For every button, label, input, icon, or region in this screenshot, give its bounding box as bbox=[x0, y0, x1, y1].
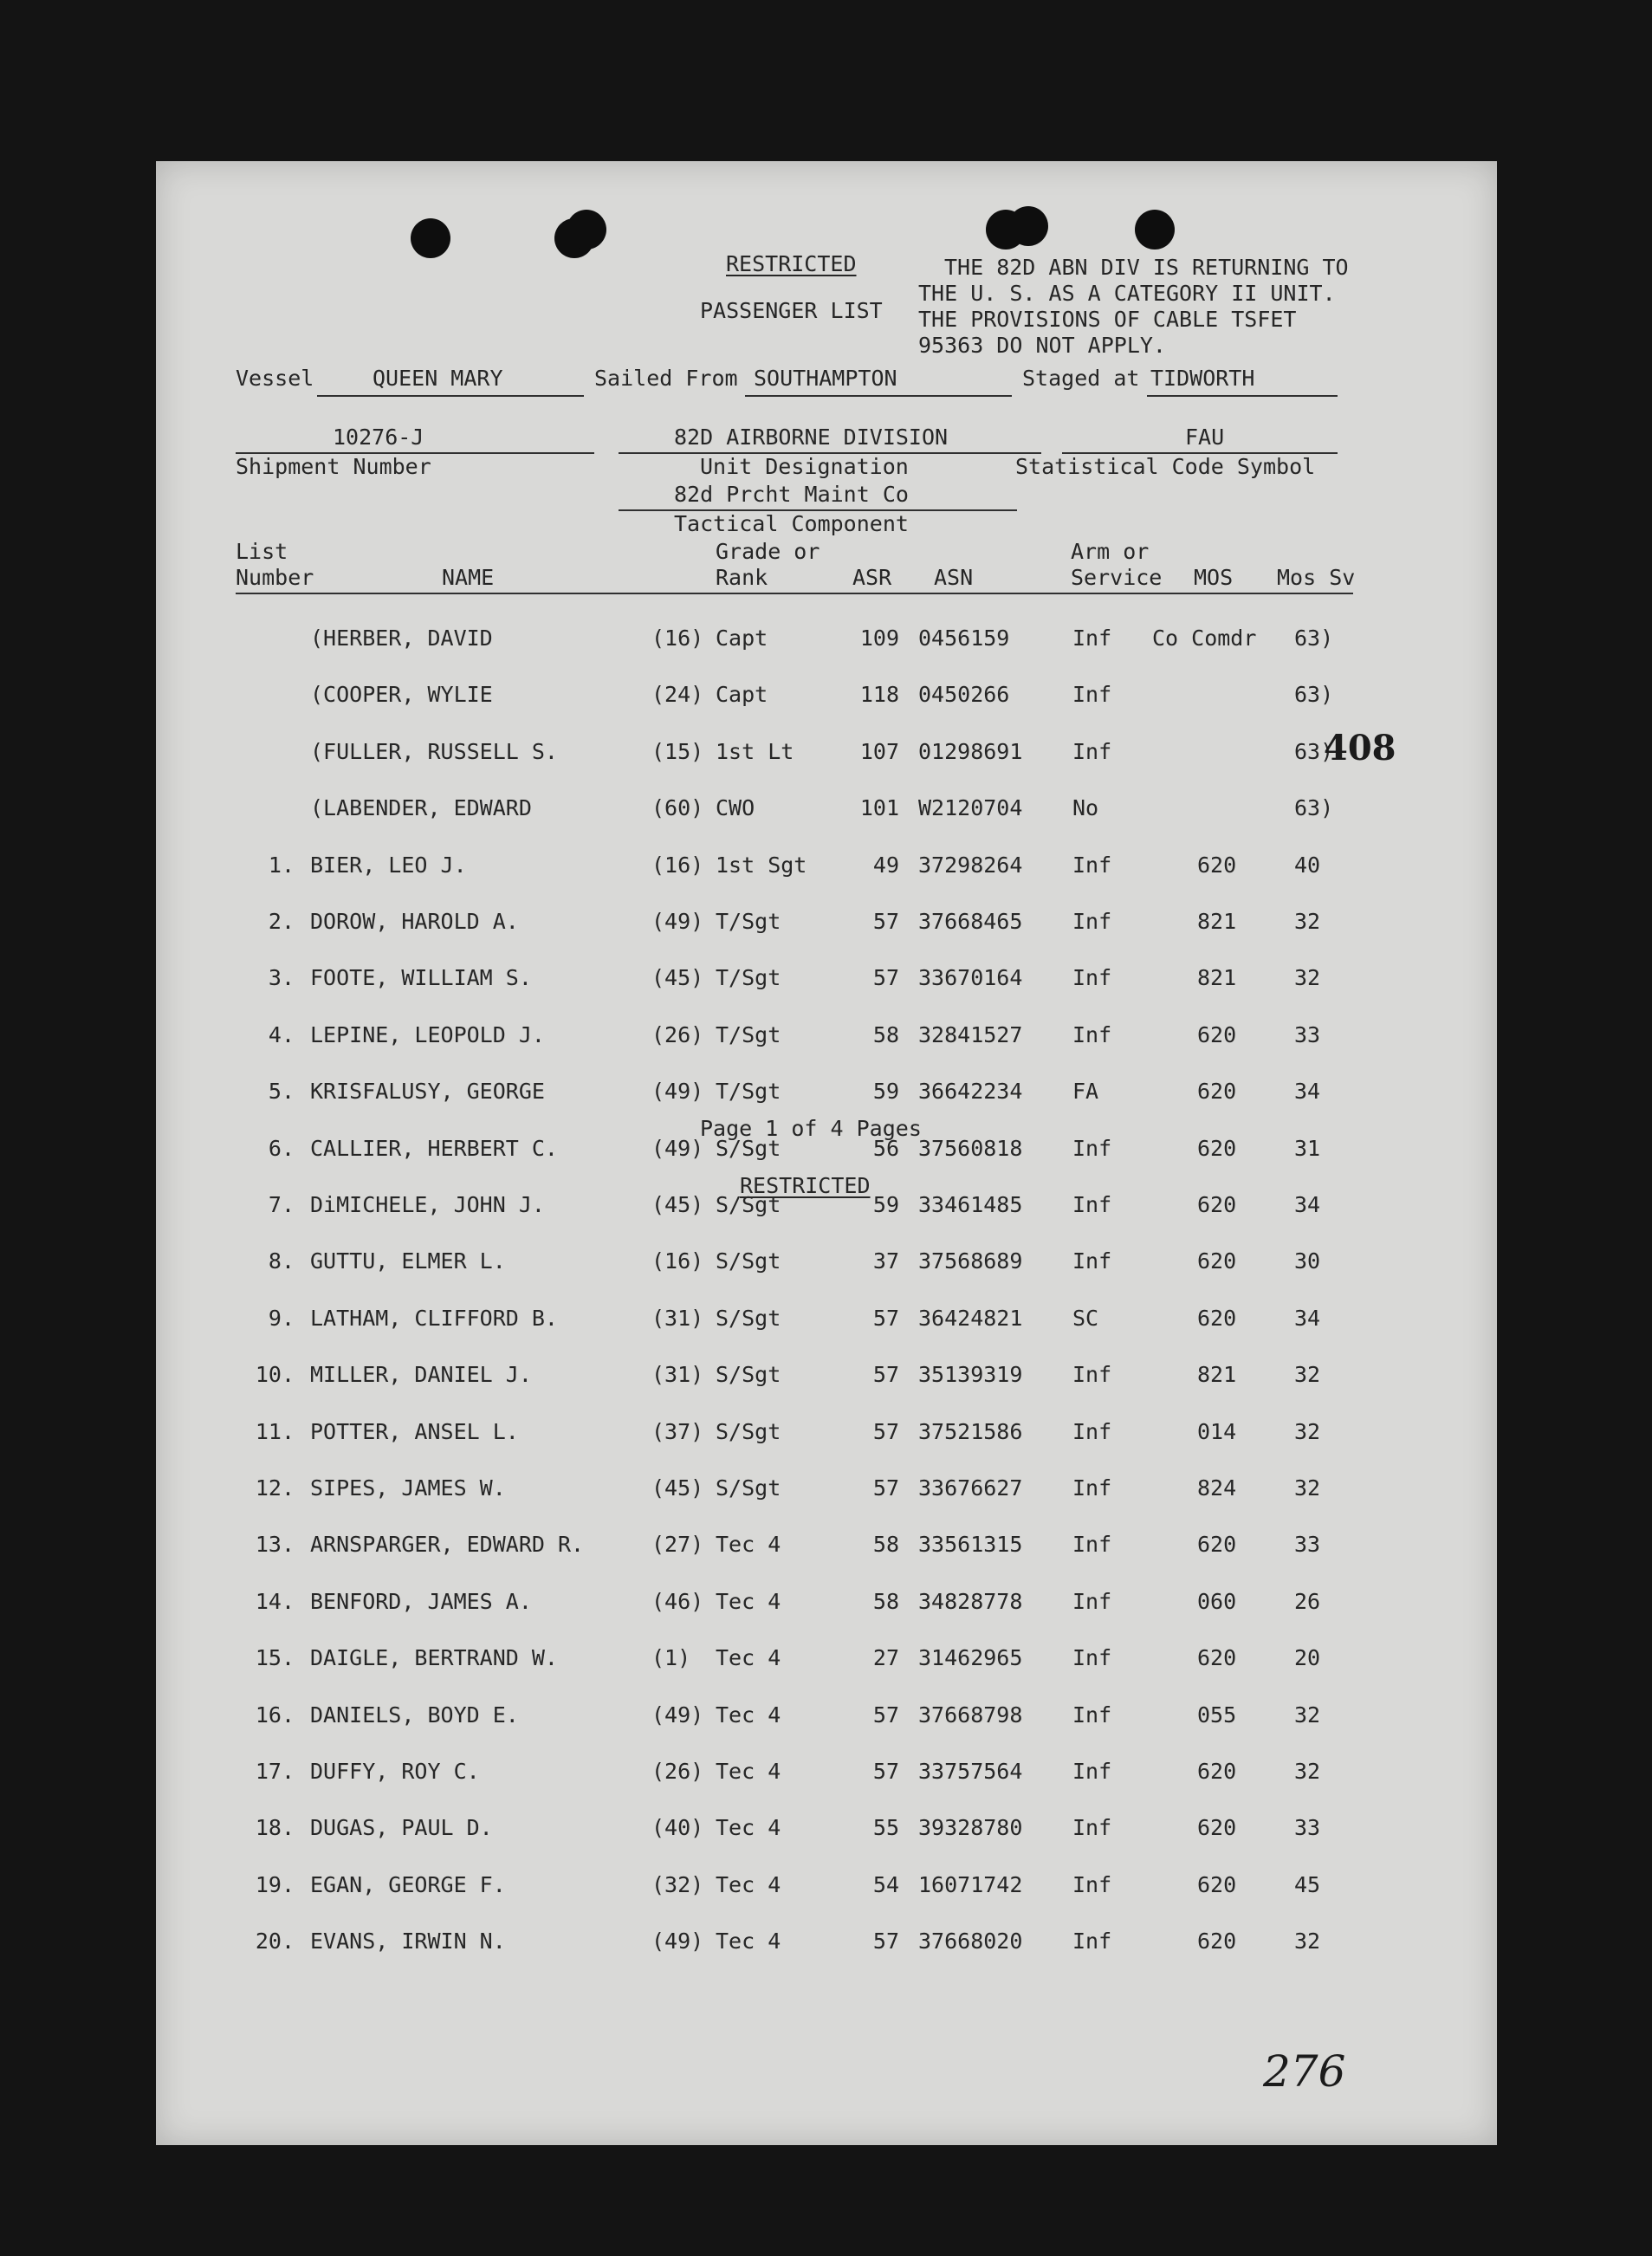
row-arm: Inf bbox=[1072, 1192, 1112, 1217]
vessel-value: QUEEN MARY bbox=[373, 366, 503, 391]
row-asn: 36642234 bbox=[918, 1079, 1023, 1105]
row-arm: Inf bbox=[1072, 909, 1112, 934]
row-list-number: 17. bbox=[255, 1759, 295, 1784]
row-age: (31) bbox=[651, 1305, 704, 1331]
row-age: (16) bbox=[651, 626, 704, 651]
row-list-number: 20. bbox=[255, 1929, 295, 1955]
row-asn: 37568689 bbox=[918, 1248, 1023, 1274]
row-list-number: 13. bbox=[255, 1532, 295, 1558]
unit-label: Unit Designation bbox=[700, 454, 909, 479]
row-age: (45) bbox=[651, 965, 704, 991]
row-arm: Inf bbox=[1072, 1135, 1112, 1161]
row-mos: 620 bbox=[1197, 1192, 1237, 1217]
row-asn: 39328780 bbox=[918, 1815, 1023, 1841]
row-asr: 57 bbox=[872, 1475, 899, 1501]
row-age: (24) bbox=[651, 682, 704, 708]
row-age: (60) bbox=[651, 795, 704, 821]
row-asr: 57 bbox=[872, 1929, 899, 1955]
col-list-number-1: List bbox=[236, 539, 288, 564]
row-mos-sv: 63) bbox=[1294, 682, 1334, 708]
row-mos-sv: 20 bbox=[1294, 1645, 1321, 1671]
col-mos: MOS bbox=[1194, 565, 1234, 590]
row-asr: 57 bbox=[872, 1305, 899, 1331]
row-asr: 101 bbox=[859, 795, 899, 821]
tactical-component: 82d Prcht Maint Co bbox=[674, 482, 909, 507]
row-mos: 620 bbox=[1197, 1079, 1237, 1105]
row-list-number: 14. bbox=[255, 1588, 295, 1614]
row-asr: 58 bbox=[872, 1532, 899, 1558]
row-grade: Tec 4 bbox=[716, 1645, 781, 1671]
row-age: (16) bbox=[651, 852, 704, 878]
passenger-list-title: PASSENGER LIST bbox=[700, 298, 883, 323]
punch-hole bbox=[1008, 206, 1048, 246]
row-grade: Tec 4 bbox=[716, 1815, 781, 1841]
row-arm: Inf bbox=[1072, 626, 1112, 651]
row-asn: 33757564 bbox=[918, 1759, 1023, 1784]
row-name: LATHAM, CLIFFORD B. bbox=[310, 1305, 558, 1331]
row-name: (LABENDER, EDWARD bbox=[310, 795, 532, 821]
row-grade: T/Sgt bbox=[716, 909, 781, 934]
row-grade: S/Sgt bbox=[716, 1362, 781, 1388]
row-list-number: 11. bbox=[255, 1418, 295, 1444]
row-arm: Inf bbox=[1072, 1815, 1112, 1841]
row-mos-sv: 26 bbox=[1294, 1588, 1321, 1614]
row-list-number: 9. bbox=[268, 1305, 295, 1331]
row-name: (COOPER, WYLIE bbox=[310, 682, 493, 708]
row-mos: 620 bbox=[1197, 1305, 1237, 1331]
row-grade: Capt bbox=[716, 682, 768, 708]
row-age: (46) bbox=[651, 1588, 704, 1614]
row-asn: 35139319 bbox=[918, 1362, 1023, 1388]
row-name: (FULLER, RUSSELL S. bbox=[310, 738, 558, 764]
restricted-footer: RESTRICTED bbox=[740, 1173, 871, 1198]
stat-label: Statistical Code Symbol bbox=[1015, 454, 1316, 479]
row-name: SIPES, JAMES W. bbox=[310, 1475, 506, 1501]
punch-hole bbox=[411, 218, 450, 258]
row-name: KRISFALUSY, GEORGE bbox=[310, 1079, 545, 1105]
row-arm: Inf bbox=[1072, 1418, 1112, 1444]
col-grade-1: Grade or bbox=[716, 539, 820, 564]
row-arm: Inf bbox=[1072, 852, 1112, 878]
shipment-number: 10276-J bbox=[333, 425, 424, 450]
row-arm: Inf bbox=[1072, 1532, 1112, 1558]
row-asn: 36424821 bbox=[918, 1305, 1023, 1331]
row-list-number: 16. bbox=[255, 1702, 295, 1728]
row-mos-sv: 33 bbox=[1294, 1532, 1321, 1558]
row-mos-sv: 30 bbox=[1294, 1248, 1321, 1274]
row-arm: Inf bbox=[1072, 1871, 1112, 1897]
row-asn: 37668465 bbox=[918, 909, 1023, 934]
row-asr: 37 bbox=[872, 1248, 899, 1274]
row-asn: 37560818 bbox=[918, 1135, 1023, 1161]
row-name: POTTER, ANSEL L. bbox=[310, 1418, 519, 1444]
row-asn: 37521586 bbox=[918, 1418, 1023, 1444]
row-asn: 33676627 bbox=[918, 1475, 1023, 1501]
row-grade: T/Sgt bbox=[716, 965, 781, 991]
row-name: GUTTU, ELMER L. bbox=[310, 1248, 506, 1274]
row-asr: 57 bbox=[872, 1759, 899, 1784]
row-asr: 59 bbox=[872, 1192, 899, 1217]
row-grade: S/Sgt bbox=[716, 1475, 781, 1501]
return-note-line-4: 95363 DO NOT APPLY. bbox=[918, 333, 1166, 358]
row-asr: 57 bbox=[872, 1362, 899, 1388]
return-note-line-2: THE U. S. AS A CATEGORY II UNIT. bbox=[918, 281, 1336, 306]
sailed-underline bbox=[745, 395, 1012, 397]
row-mos-sv: 63) bbox=[1294, 626, 1334, 651]
row-mos: 620 bbox=[1197, 1532, 1237, 1558]
row-name: BENFORD, JAMES A. bbox=[310, 1588, 532, 1614]
row-arm: Inf bbox=[1072, 1021, 1112, 1047]
row-age: (49) bbox=[651, 909, 704, 934]
row-mos-sv: 34 bbox=[1294, 1192, 1321, 1217]
row-mos: 014 bbox=[1197, 1418, 1237, 1444]
row-list-number: 6. bbox=[268, 1135, 295, 1161]
row-grade: Tec 4 bbox=[716, 1588, 781, 1614]
row-asn: 16071742 bbox=[918, 1871, 1023, 1897]
row-arm: SC bbox=[1072, 1305, 1099, 1331]
row-age: (26) bbox=[651, 1759, 704, 1784]
row-grade: Tec 4 bbox=[716, 1702, 781, 1728]
row-name: DiMICHELE, JOHN J. bbox=[310, 1192, 545, 1217]
row-age: (26) bbox=[651, 1021, 704, 1047]
row-asr: 58 bbox=[872, 1021, 899, 1047]
row-grade: 1st Sgt bbox=[716, 852, 807, 878]
shipment-label: Shipment Number bbox=[236, 454, 431, 479]
row-age: (49) bbox=[651, 1702, 704, 1728]
row-list-number: 15. bbox=[255, 1645, 295, 1671]
row-age: (27) bbox=[651, 1532, 704, 1558]
row-asn: 0450266 bbox=[918, 682, 1010, 708]
row-asr: 109 bbox=[859, 626, 899, 651]
row-arm: Inf bbox=[1072, 738, 1112, 764]
vessel-underline bbox=[317, 395, 584, 397]
return-note-line-1: THE 82D ABN DIV IS RETURNING TO bbox=[944, 255, 1349, 280]
row-list-number: 1. bbox=[268, 852, 295, 878]
row-grade: Capt bbox=[716, 626, 768, 651]
row-grade: Tec 4 bbox=[716, 1532, 781, 1558]
row-asr: 57 bbox=[872, 909, 899, 934]
page-info: Page 1 of 4 Pages bbox=[700, 1116, 922, 1141]
row-asr: 58 bbox=[872, 1588, 899, 1614]
row-name: DAIGLE, BERTRAND W. bbox=[310, 1645, 558, 1671]
row-asn: 32841527 bbox=[918, 1021, 1023, 1047]
col-arm-2: Service bbox=[1071, 565, 1163, 590]
row-name: FOOTE, WILLIAM S. bbox=[310, 965, 532, 991]
punch-hole bbox=[567, 210, 606, 250]
row-mos: 824 bbox=[1197, 1475, 1237, 1501]
row-mos: 055 bbox=[1197, 1702, 1237, 1728]
row-mos-sv: 31 bbox=[1294, 1135, 1321, 1161]
row-asn: 37668020 bbox=[918, 1929, 1023, 1955]
row-asr: 56 bbox=[872, 1135, 899, 1161]
row-name: CALLIER, HERBERT C. bbox=[310, 1135, 558, 1161]
row-mos-sv: 32 bbox=[1294, 1702, 1321, 1728]
row-mos-sv: 45 bbox=[1294, 1871, 1321, 1897]
row-mos-sv: 32 bbox=[1294, 1475, 1321, 1501]
row-mos-sv: 32 bbox=[1294, 1418, 1321, 1444]
row-age: (1) bbox=[651, 1645, 691, 1671]
row-mos: Co Comdr bbox=[1152, 626, 1257, 651]
col-grade-2: Rank bbox=[716, 565, 768, 590]
tactical-label: Tactical Component bbox=[674, 511, 909, 536]
unit-designation: 82D AIRBORNE DIVISION bbox=[674, 425, 949, 450]
row-mos-sv: 32 bbox=[1294, 1929, 1321, 1955]
row-arm: Inf bbox=[1072, 1759, 1112, 1784]
col-name: NAME bbox=[442, 565, 495, 590]
row-name: DUFFY, ROY C. bbox=[310, 1759, 480, 1784]
row-mos-sv: 34 bbox=[1294, 1305, 1321, 1331]
row-age: (49) bbox=[651, 1135, 704, 1161]
row-mos: 620 bbox=[1197, 1815, 1237, 1841]
row-mos: 620 bbox=[1197, 1021, 1237, 1047]
row-name: BIER, LEO J. bbox=[310, 852, 467, 878]
row-age: (37) bbox=[651, 1418, 704, 1444]
row-asn: 33461485 bbox=[918, 1192, 1023, 1217]
row-arm: Inf bbox=[1072, 1645, 1112, 1671]
row-grade: S/Sgt bbox=[716, 1192, 781, 1217]
staged-label: Staged at bbox=[1022, 366, 1140, 391]
row-mos-sv: 32 bbox=[1294, 909, 1321, 934]
row-grade: S/Sgt bbox=[716, 1135, 781, 1161]
row-grade: Tec 4 bbox=[716, 1929, 781, 1955]
row-list-number: 12. bbox=[255, 1475, 295, 1501]
col-asn: ASN bbox=[934, 565, 974, 590]
row-arm: Inf bbox=[1072, 965, 1112, 991]
row-arm: FA bbox=[1072, 1079, 1099, 1105]
row-name: (HERBER, DAVID bbox=[310, 626, 493, 651]
row-arm: Inf bbox=[1072, 1248, 1112, 1274]
row-asr: 57 bbox=[872, 965, 899, 991]
row-grade: CWO bbox=[716, 795, 755, 821]
row-age: (49) bbox=[651, 1929, 704, 1955]
row-mos: 620 bbox=[1197, 1135, 1237, 1161]
row-mos: 060 bbox=[1197, 1588, 1237, 1614]
row-arm: Inf bbox=[1072, 1588, 1112, 1614]
row-mos: 620 bbox=[1197, 1929, 1237, 1955]
row-asn: 33561315 bbox=[918, 1532, 1023, 1558]
row-mos: 620 bbox=[1197, 1645, 1237, 1671]
staged-underline bbox=[1147, 395, 1338, 397]
row-list-number: 19. bbox=[255, 1871, 295, 1897]
row-list-number: 10. bbox=[255, 1362, 295, 1388]
row-mos-sv: 32 bbox=[1294, 1362, 1321, 1388]
row-age: (45) bbox=[651, 1475, 704, 1501]
row-asn: 37668798 bbox=[918, 1702, 1023, 1728]
row-mos: 821 bbox=[1197, 1362, 1237, 1388]
row-list-number: 2. bbox=[268, 909, 295, 934]
row-grade: S/Sgt bbox=[716, 1418, 781, 1444]
row-list-number: 7. bbox=[268, 1192, 295, 1217]
row-arm: Inf bbox=[1072, 1702, 1112, 1728]
row-mos: 620 bbox=[1197, 852, 1237, 878]
row-name: EVANS, IRWIN N. bbox=[310, 1929, 506, 1955]
row-age: (32) bbox=[651, 1871, 704, 1897]
row-mos-sv: 33 bbox=[1294, 1021, 1321, 1047]
row-list-number: 3. bbox=[268, 965, 295, 991]
row-arm: No bbox=[1072, 795, 1099, 821]
row-asn: W2120704 bbox=[918, 795, 1023, 821]
sailed-label: Sailed From bbox=[594, 366, 738, 391]
row-asr: 59 bbox=[872, 1079, 899, 1105]
row-mos: 620 bbox=[1197, 1759, 1237, 1784]
row-asn: 01298691 bbox=[918, 738, 1023, 764]
row-asr: 27 bbox=[872, 1645, 899, 1671]
row-grade: Tec 4 bbox=[716, 1759, 781, 1784]
col-mos-sv: Mos Sv bbox=[1277, 565, 1356, 590]
row-asr: 57 bbox=[872, 1702, 899, 1728]
vessel-label: Vessel bbox=[236, 366, 314, 391]
sailed-value: SOUTHAMPTON bbox=[754, 366, 897, 391]
stat-code: FAU bbox=[1185, 425, 1225, 450]
document-page bbox=[156, 161, 1497, 2145]
row-asr: 107 bbox=[859, 738, 899, 764]
row-mos-sv: 33 bbox=[1294, 1815, 1321, 1841]
row-asn: 33670164 bbox=[918, 965, 1023, 991]
row-list-number: 4. bbox=[268, 1021, 295, 1047]
row-age: (40) bbox=[651, 1815, 704, 1841]
row-name: LEPINE, LEOPOLD J. bbox=[310, 1021, 545, 1047]
row-mos: 620 bbox=[1197, 1248, 1237, 1274]
row-asr: 55 bbox=[872, 1815, 899, 1841]
row-asn: 0456159 bbox=[918, 626, 1010, 651]
row-asn: 31462965 bbox=[918, 1645, 1023, 1671]
row-mos-sv: 32 bbox=[1294, 1759, 1321, 1784]
row-name: DUGAS, PAUL D. bbox=[310, 1815, 493, 1841]
row-mos-sv: 63) bbox=[1294, 795, 1334, 821]
row-list-number: 5. bbox=[268, 1079, 295, 1105]
row-grade: Tec 4 bbox=[716, 1871, 781, 1897]
row-mos: 821 bbox=[1197, 965, 1237, 991]
row-age: (31) bbox=[651, 1362, 704, 1388]
row-grade: 1st Lt bbox=[716, 738, 794, 764]
row-mos-sv: 34 bbox=[1294, 1079, 1321, 1105]
punch-hole bbox=[1135, 210, 1175, 250]
row-list-number: 18. bbox=[255, 1815, 295, 1841]
row-asn: 34828778 bbox=[918, 1588, 1023, 1614]
row-mos-sv: 63) bbox=[1294, 738, 1334, 764]
row-name: EGAN, GEORGE F. bbox=[310, 1871, 506, 1897]
row-arm: Inf bbox=[1072, 682, 1112, 708]
row-age: (15) bbox=[651, 738, 704, 764]
row-asr: 118 bbox=[859, 682, 899, 708]
row-grade: T/Sgt bbox=[716, 1079, 781, 1105]
row-asr: 54 bbox=[872, 1871, 899, 1897]
handwritten-stamp-number: 408 bbox=[1324, 728, 1396, 768]
row-mos: 821 bbox=[1197, 909, 1237, 934]
row-name: ARNSPARGER, EDWARD R. bbox=[310, 1532, 585, 1558]
row-grade: T/Sgt bbox=[716, 1021, 781, 1047]
row-mos: 620 bbox=[1197, 1871, 1237, 1897]
row-age: (16) bbox=[651, 1248, 704, 1274]
row-asr: 57 bbox=[872, 1418, 899, 1444]
row-asr: 49 bbox=[872, 852, 899, 878]
col-asr: ASR bbox=[852, 565, 892, 590]
row-arm: Inf bbox=[1072, 1929, 1112, 1955]
row-list-number: 8. bbox=[268, 1248, 295, 1274]
row-asn: 37298264 bbox=[918, 852, 1023, 878]
row-mos-sv: 32 bbox=[1294, 965, 1321, 991]
row-arm: Inf bbox=[1072, 1475, 1112, 1501]
row-age: (45) bbox=[651, 1192, 704, 1217]
row-name: DANIELS, BOYD E. bbox=[310, 1702, 519, 1728]
col-arm-1: Arm or bbox=[1071, 539, 1150, 564]
staged-value: TIDWORTH bbox=[1150, 366, 1255, 391]
row-age: (49) bbox=[651, 1079, 704, 1105]
col-list-number-2: Number bbox=[236, 565, 314, 590]
row-grade: S/Sgt bbox=[716, 1248, 781, 1274]
restricted-header: RESTRICTED bbox=[726, 251, 857, 276]
handwritten-page-number: 276 bbox=[1263, 2046, 1346, 2097]
row-name: MILLER, DANIEL J. bbox=[310, 1362, 532, 1388]
row-mos-sv: 40 bbox=[1294, 852, 1321, 878]
header-rule bbox=[236, 593, 1353, 594]
row-name: DOROW, HAROLD A. bbox=[310, 909, 519, 934]
return-note-line-3: THE PROVISIONS OF CABLE TSFET bbox=[918, 307, 1297, 332]
row-arm: Inf bbox=[1072, 1362, 1112, 1388]
row-grade: S/Sgt bbox=[716, 1305, 781, 1331]
